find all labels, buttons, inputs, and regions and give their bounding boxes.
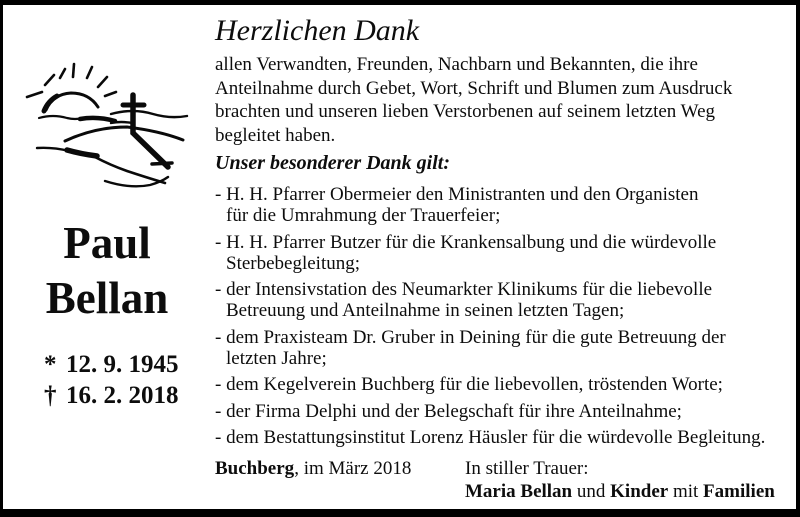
thanks-item bbox=[215, 427, 800, 448]
thanks-item-line: - dem Praxisteam Dr. Gruber in Deining für die gute Betreuung der bbox=[215, 326, 726, 348]
mourners-line bbox=[465, 480, 800, 503]
birth-date-row bbox=[44, 349, 179, 380]
mourner-name: Maria Bellan bbox=[465, 481, 573, 502]
cross-base-mark bbox=[152, 163, 172, 164]
intro-line: allen Verwandten, Freunden, Nachbarn und Bekannten, die ihre bbox=[215, 54, 698, 75]
hill-line-thick bbox=[67, 150, 97, 156]
birth-date: 12. 9. 1945 bbox=[66, 351, 179, 378]
thanks-item-line: - dem Bestattungsinstitut Lorenz Häusler für die würdevolle Begleitung. bbox=[215, 427, 766, 448]
closing-date: , im März 2018 bbox=[294, 458, 412, 479]
hill-line bbox=[105, 177, 168, 186]
sun-ray-icon bbox=[60, 69, 65, 78]
thanks-item-line: Betreuung und Anteilnahme in seinen letzten Tagen; bbox=[226, 300, 625, 321]
mourner-separator: und bbox=[572, 481, 611, 502]
thanks-item-line: - H. H. Pfarrer Butzer für die Krankensalbung und die würdevolle bbox=[215, 231, 717, 253]
sun-ray-icon bbox=[45, 75, 54, 85]
thanks-item-line: letzten Jahre; bbox=[226, 347, 327, 369]
horizon-line bbox=[111, 122, 132, 123]
thanks-item-line: - der Firma Delphi und der Belegschaft für ihre Anteilnahme; bbox=[215, 400, 682, 422]
intro-line: begleitet haben. bbox=[215, 124, 336, 146]
thanks-list bbox=[215, 184, 800, 448]
thanks-item-line: - der Intensivstation des Neumarkter Klinikums für die liebevolle bbox=[215, 279, 713, 300]
notice-body bbox=[215, 5, 800, 454]
thanks-item bbox=[215, 401, 800, 422]
life-dates bbox=[44, 349, 179, 411]
mourner-separator: mit bbox=[668, 481, 704, 502]
birth-star-icon: * bbox=[44, 351, 57, 378]
death-date: 16. 2. 2018 bbox=[66, 382, 179, 409]
intro-paragraph bbox=[215, 53, 800, 147]
place-and-date bbox=[215, 457, 465, 503]
closing-row bbox=[215, 457, 800, 503]
horizon-line bbox=[111, 111, 187, 117]
hill-line bbox=[95, 157, 165, 183]
horizon-line-thick bbox=[80, 118, 115, 121]
mourner-name: Kinder bbox=[610, 481, 669, 502]
hill-line bbox=[65, 127, 183, 141]
intro-line: brachten und unseren lieben Verstorbenen auf seinem letzten Weg bbox=[215, 101, 716, 122]
closing-place: Buchberg bbox=[215, 458, 295, 479]
sun-ray-icon bbox=[105, 92, 116, 96]
thanks-item bbox=[215, 279, 800, 321]
notice-title: Herzlichen Dank bbox=[215, 14, 420, 47]
sun-arc-thick bbox=[44, 96, 57, 111]
deceased-last-name: Bellan bbox=[45, 273, 169, 323]
thanks-item-line: für die Umrahmung der Trauerfeier; bbox=[226, 205, 501, 226]
horizon-line bbox=[39, 116, 83, 119]
thanks-item bbox=[215, 184, 800, 226]
mourner-name: Familien bbox=[703, 481, 775, 502]
deceased-name bbox=[3, 216, 211, 326]
thanks-item bbox=[215, 327, 800, 369]
thanks-item bbox=[215, 374, 800, 395]
deceased-first-name: Paul bbox=[63, 218, 151, 268]
thanks-item bbox=[215, 232, 800, 274]
mourners-block bbox=[465, 457, 800, 503]
thanks-item-line: - dem Kegelverein Buchberg für die liebevollen, tröstenden Worte; bbox=[215, 374, 723, 395]
hill-line bbox=[37, 148, 69, 151]
special-thanks-heading: Unser besonderer Dank gilt: bbox=[215, 152, 451, 174]
death-date-row bbox=[44, 380, 179, 411]
death-dagger-icon: † bbox=[44, 382, 57, 409]
sun-ray-icon bbox=[87, 67, 92, 78]
sun-ray-icon bbox=[27, 92, 42, 97]
thanks-item-line: - H. H. Pfarrer Obermeier den Ministranten und den Organisten bbox=[215, 184, 699, 205]
intro-line: Anteilnahme durch Gebet, Wort, Schrift und Blumen zum Ausdruck bbox=[215, 77, 733, 99]
sunrise-cross-illustration bbox=[15, 43, 205, 208]
sun-ray-icon bbox=[98, 77, 107, 87]
mourning-label: In stiller Trauer: bbox=[465, 458, 589, 479]
sun-ray-icon bbox=[73, 64, 74, 77]
thanks-item-line: Sterbebegleitung; bbox=[226, 252, 361, 274]
